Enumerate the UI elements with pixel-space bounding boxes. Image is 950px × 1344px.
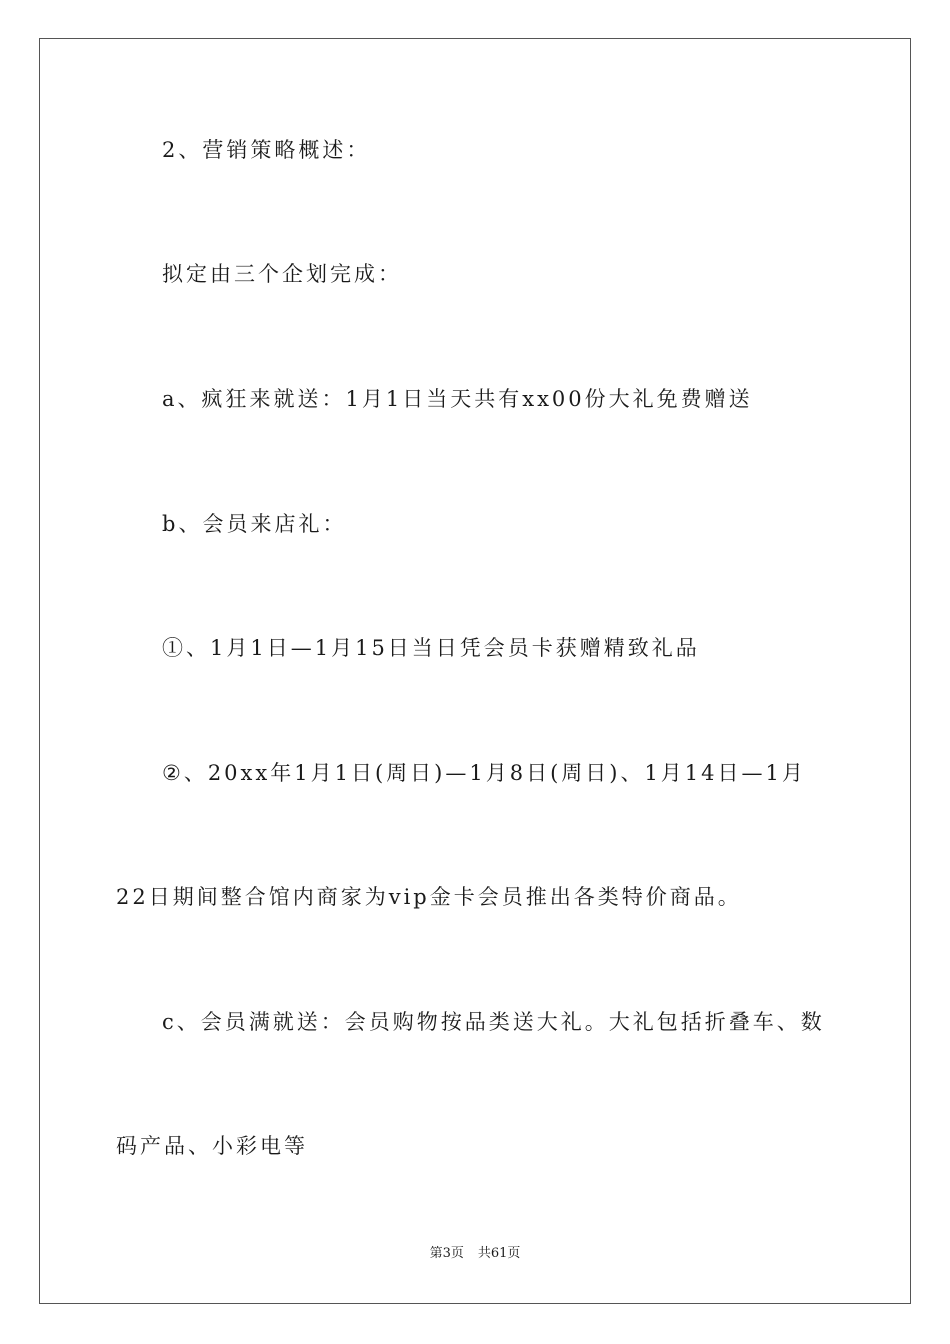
paragraph-plan-c: c、会员满就送：会员购物按品类送大礼。大礼包括折叠车、数 <box>162 1010 825 1034</box>
paragraph-three-plans: 拟定由三个企划完成： <box>162 262 402 286</box>
paragraph-marketing-overview: 2、营销策略概述： <box>162 138 371 162</box>
page-total: 共61页 <box>477 1246 521 1261</box>
page-number: 第3页 <box>429 1246 464 1261</box>
paragraph-plan-b: b、会员来店礼： <box>162 512 347 536</box>
paragraph-plan-b-item-1: ①、1月1日—1月15日当日凭会员卡获赠精致礼品 <box>162 636 700 660</box>
paragraph-plan-c-continued: 码产品、小彩电等 <box>116 1134 308 1158</box>
paragraph-plan-b-item-2-continued: 22日期间整合馆内商家为vip金卡会员推出各类特价商品。 <box>116 885 742 909</box>
paragraph-plan-b-item-2: ②、20xx年1月1日(周日)—1月8日(周日)、1月14日—1月 <box>162 761 806 785</box>
page-footer <box>0 1245 950 1263</box>
page-border <box>39 38 911 1304</box>
paragraph-plan-a: a、疯狂来就送：1月1日当天共有xx00份大礼免费赠送 <box>162 387 753 411</box>
